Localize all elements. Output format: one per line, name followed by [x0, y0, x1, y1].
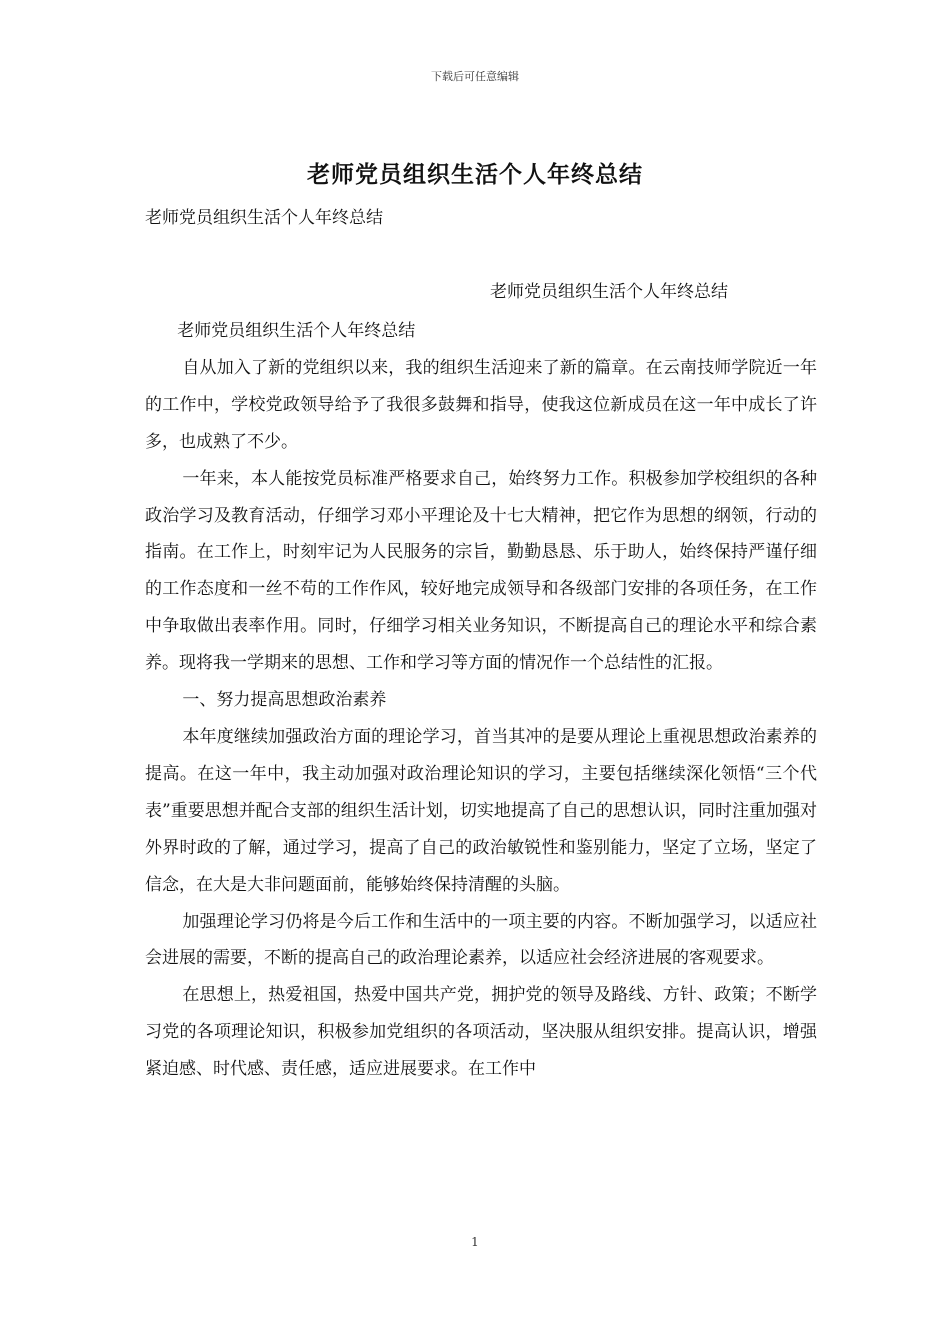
right-aligned-title: 老师党员组织生活个人年终总结	[490, 282, 728, 302]
paragraph: 老师党员组织生活个人年终总结	[177, 321, 416, 341]
paragraph: 自从加入了新的党组织以来，我的组织生活迎来了新的篇章。在云南技师学院近一年的工作中，学校党政领导给予了我很多鼓舞和指导，使我这位新成员在这一年中成长了许多，也成熟了不少。	[145, 357, 817, 452]
document-title: 老师党员组织生活个人年终总结	[307, 161, 643, 188]
paragraph: 在思想上，热爱祖国，热爱中国共产党，拥护党的领导及路线、方针、政策；不断学习党的各项理论知识，积极参加党组织的各项活动，坚决服从组织安排。提高认识，增强紧迫感、时代感、责任感，适应进展要求。在工作中	[145, 985, 817, 1080]
paragraph: 加强理论学习仍将是今后工作和生活中的一项主要的内容。不断加强学习，以适应社会进展的需要，不断的提高自己的政治理论素养，以适应社会经济进展的客观要求。	[145, 911, 817, 969]
paragraph: 本年度继续加强政治方面的理论学习，首当其冲的是要从理论上重视思想政治素养的提高。在这一年中，我主动加强对政治理论知识的学习，主要包括继续深化领悟“三个代表”重要思想并配合支部的组织生活计划，切实地提高了自己的思想认识，同时注重加强对外界时政的了解，通过学习，提高了自己的政治敏锐性和鉴别能力，坚定了立场，坚定了信念，在大是大非问题面前，能够始终保持清醒的头脑。	[145, 726, 817, 895]
section-heading: 一、努力提高思想政治素养	[182, 690, 387, 711]
page-header: 下载后可任意编辑	[431, 70, 519, 83]
document-subtitle: 老师党员组织生活个人年终总结	[145, 208, 383, 228]
page-number: 1	[471, 1235, 479, 1249]
document-body	[145, 313, 817, 1088]
paragraph: 一年来，本人能按党员标准严格要求自己，始终努力工作。积极参加学校组织的各种政治学习及教育活动，仔细学习邓小平理论及十七大精神，把它作为思想的纲领，行动的指南。在工作上，时刻牢记为人民服务的宗旨，勤勤恳恳、乐于助人，始终保持严谨仔细的工作态度和一丝不苟的工作作风，较好地完成领导和各级部门安排的各项任务，在工作中争取做出表率作用。同时，仔细学习相关业务知识，不断提高自己的理论水平和综合素养。现将我一学期来的思想、工作和学习等方面的情况作一个总结性的汇报。	[145, 468, 817, 674]
